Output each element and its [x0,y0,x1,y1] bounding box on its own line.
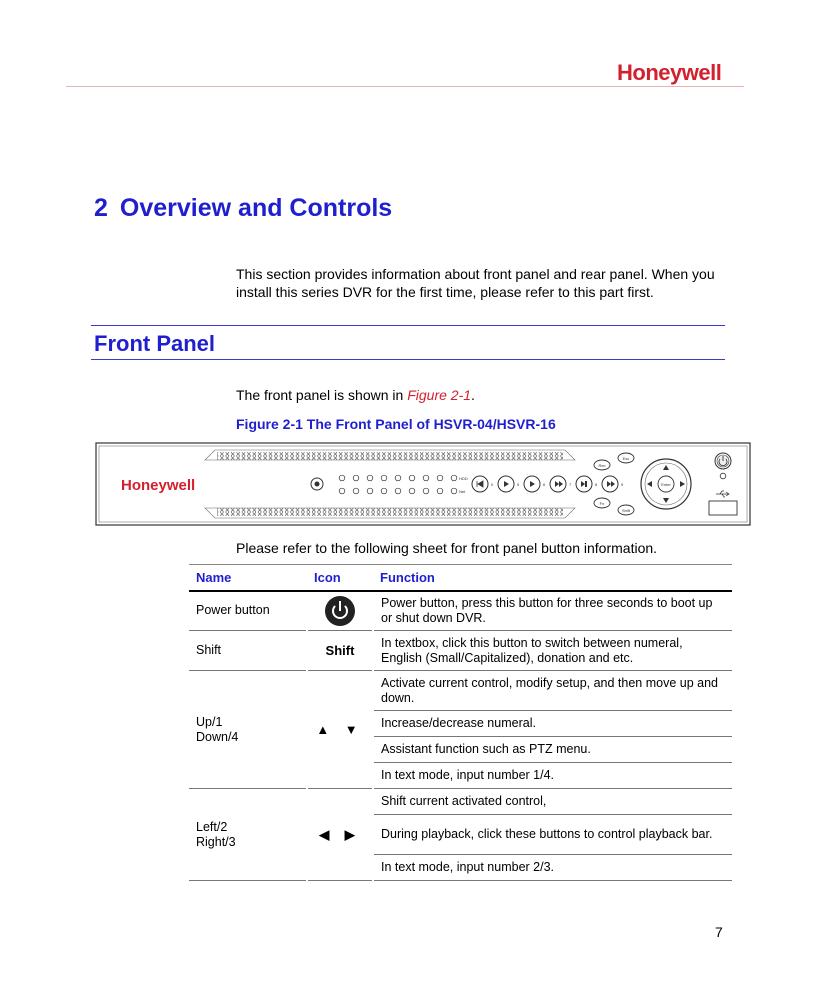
num-label-5: 5 [517,482,520,487]
header-function: Function [373,565,732,591]
section-rule-top [91,325,725,326]
row-icon: Shift [307,631,373,671]
hdd-led-label: HDD [459,476,468,481]
row-function: Activate current control, modify setup, and then move up and down. [373,671,732,711]
figure-caption: Figure 2-1 The Front Panel of HSVR-04/HSVR-16 [236,416,556,432]
chapter-title: Overview and Controls [119,194,393,222]
page-number: 7 [715,924,723,940]
brand-logo: Honeywell [617,60,722,85]
row-function: Increase/decrease numeral. [373,711,732,737]
front-panel-intro [236,387,475,403]
table-row [189,671,732,711]
num-label-9: 9 [621,482,624,487]
row-name [189,789,307,881]
row-name: Shift [189,631,307,671]
up-down-arrow-icon: ▲ ▼ [307,671,373,789]
esc-button-label: Esc [622,456,630,461]
table-row [189,789,732,815]
sheet-intro: Please refer to the following sheet for front panel button information. [236,540,658,556]
left-right-arrow-icon: ◀ ▶ [307,789,373,881]
row-function: In text mode, input number 1/4. [373,763,732,789]
chapter-intro: This section provides information about front panel and rear panel. When you install this series DVR for the first time, please refer to this part first. [236,266,715,300]
section-title: Front Panel [94,331,216,356]
chapter-heading [94,194,392,223]
row-function: In textbox, click this button to switch between numeral, English (Small/Capitalized), donation and etc. [373,631,732,671]
num-label-6: 6 [543,482,546,487]
table-header-row [189,565,732,591]
power-icon [325,596,355,626]
row-name-line2: Right/3 [196,834,236,849]
row-name-line2: Down/4 [196,729,239,744]
row-name: Power button [189,591,307,631]
header-icon: Icon [307,565,373,591]
header-rule [66,86,744,87]
num-label-8: 8 [595,482,598,487]
dvr-front-panel-figure [95,442,751,526]
shift-button-label: Shift [621,508,631,513]
button-table [189,564,732,881]
row-function: In text mode, input number 2/3. [373,855,732,881]
table-row [189,591,732,631]
num-label-7: 7 [569,482,572,487]
intro-suffix: . [471,387,475,403]
row-function: Power button, press this button for three seconds to boot up or shut down DVR. [373,591,732,631]
device-brand: Honeywell [121,477,196,494]
row-function: Shift current activated control, [373,789,732,815]
row-name-line1: Up/1 [196,714,223,729]
enter-button-label: Enter [661,482,671,487]
row-function: During playback, click these buttons to control playback bar. [373,815,732,855]
fn-button-label: Fn [599,501,605,506]
row-name-line1: Left/2 [196,819,228,834]
rec-button-label: Rec [598,463,606,468]
chapter-number: 2 [94,194,108,222]
row-icon [307,591,373,631]
intro-prefix: The front panel is shown in [236,387,408,403]
figure-link[interactable]: Figure 2-1 [407,387,472,403]
row-name [189,671,307,789]
net-led-label: Net [459,489,466,494]
section-rule-bottom [91,359,725,360]
header-name: Name [189,565,307,591]
row-function: Assistant function such as PTZ menu. [373,737,732,763]
table-row [189,631,732,671]
num-label-0: 0 [491,482,494,487]
